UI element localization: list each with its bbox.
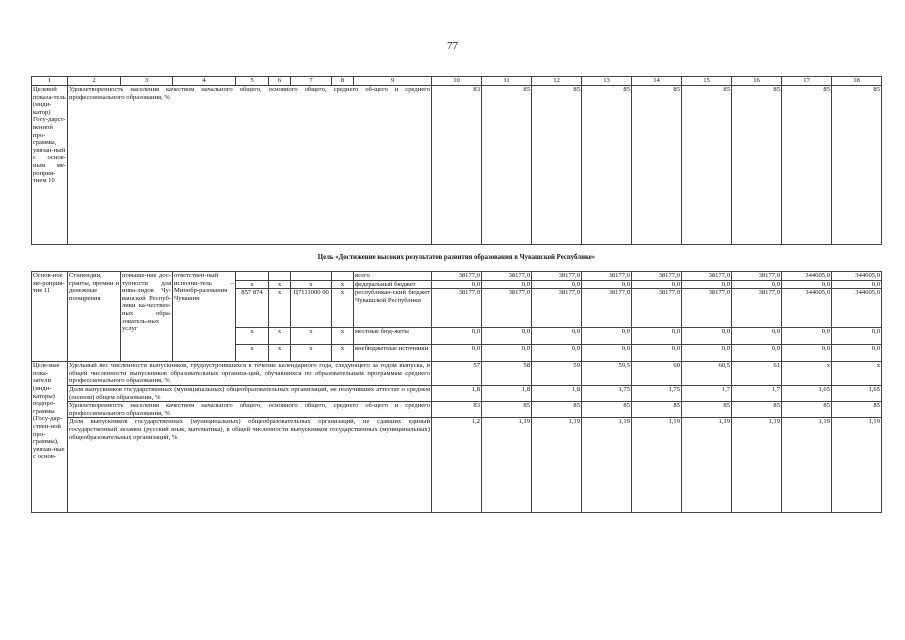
- header-cell: 9: [354, 77, 432, 86]
- value-cell: 1,75: [632, 385, 682, 401]
- value-cell: 1,65: [782, 385, 832, 401]
- value-cell: x: [832, 362, 882, 386]
- code-cell: [236, 272, 269, 281]
- value-cell: 85: [782, 402, 832, 418]
- code-cell: x: [291, 328, 332, 345]
- event-name: Стипендии, гранты, премии и денежные поощрения: [68, 272, 121, 362]
- value-cell: 0,0: [682, 345, 732, 362]
- value-cell: 38177,0: [532, 289, 582, 328]
- value-cell: 0,0: [782, 280, 832, 289]
- indicator-text: Доля выпускников государственных (муниципальных) общеобразовательных организаций, не получивших аттестат о среднем (полном) общем образовании, %: [69, 385, 430, 401]
- value-cell: 0,0: [532, 328, 582, 345]
- value-cell: 0,0: [482, 345, 532, 362]
- value-cell: 85: [832, 86, 882, 245]
- value-cell: 1,65: [832, 385, 882, 401]
- value-cell: 85: [482, 86, 532, 245]
- value-cell: 0,0: [632, 345, 682, 362]
- value-cell: 1,19: [832, 418, 882, 513]
- value-cell: 85: [532, 402, 582, 418]
- value-cell: 1,7: [732, 385, 782, 401]
- event-title: Основ-ное ме-роприя-тие 11: [32, 272, 68, 362]
- value-cell: 85: [482, 402, 532, 418]
- value-cell: 85: [632, 86, 682, 245]
- value-cell: 38177,0: [532, 272, 582, 281]
- value-cell: 59,5: [582, 362, 632, 386]
- table-row: [32, 245, 882, 272]
- value-cell: 344605,0: [782, 289, 832, 328]
- value-cell: 59: [532, 362, 582, 386]
- value-cell: 0,0: [532, 345, 582, 362]
- header-cell: 17: [782, 77, 832, 86]
- value-cell: 344605,0: [782, 272, 832, 281]
- value-cell: 1,7: [682, 385, 732, 401]
- header-cell: 4: [173, 77, 236, 86]
- value-cell: 1,19: [782, 418, 832, 513]
- value-cell: 0,0: [832, 280, 882, 289]
- funding-source: внебюджетные источники: [354, 345, 432, 362]
- value-cell: 344605,0: [832, 289, 882, 328]
- code-cell: [269, 272, 291, 281]
- code-cell: x: [332, 280, 354, 289]
- value-cell: 85: [832, 402, 882, 418]
- code-cell: x: [269, 345, 291, 362]
- value-cell: 0,0: [632, 328, 682, 345]
- value-cell: 0,0: [582, 328, 632, 345]
- table-row: [32, 362, 882, 386]
- code-cell: x: [269, 289, 291, 328]
- funding-source: республикан-ский бюджет Чувашской Республики: [354, 289, 432, 328]
- value-cell: 1,75: [582, 385, 632, 401]
- value-cell: 57: [432, 362, 482, 386]
- value-cell: 0,0: [482, 328, 532, 345]
- header-cell: 2: [68, 77, 121, 86]
- value-cell: 83: [432, 86, 482, 245]
- indicator-text: Удовлетворенность населения качеством начального общего, основного общего, среднего об-щего и среднего профессионального образования, %: [69, 402, 430, 417]
- event-goal: повыше-ние дос-тупности для инва-лидов Чу-вашской Респуб-лики ка-чествен-ных обра-зователь-ных услуг: [121, 272, 173, 362]
- value-cell: 0,0: [432, 345, 482, 362]
- event-executor: ответствен-ный исполни-тель – Минобр-разования Чувашии: [173, 272, 236, 362]
- value-cell: 0,0: [732, 345, 782, 362]
- value-cell: 1,8: [482, 385, 532, 401]
- value-cell: 38177,0: [682, 272, 732, 281]
- indicator-text: Удовлетворенность населения качеством начального общего, основного общего, среднего об-щего и среднего профессионального образования, %: [68, 86, 432, 245]
- code-cell: 857 874: [236, 289, 269, 328]
- table-row: [32, 418, 882, 513]
- value-cell: 0,0: [582, 345, 632, 362]
- value-cell: 85: [682, 86, 732, 245]
- header-cell: 10: [432, 77, 482, 86]
- value-cell: 1,19: [732, 418, 782, 513]
- value-cell: 38177,0: [632, 272, 682, 281]
- value-cell: 0,0: [832, 345, 882, 362]
- header-cell: 8: [332, 77, 354, 86]
- code-cell: [332, 272, 354, 281]
- value-cell: 1,8: [532, 385, 582, 401]
- value-cell: 38177,0: [482, 289, 532, 328]
- value-cell: 0,0: [682, 328, 732, 345]
- value-cell: 0,0: [782, 345, 832, 362]
- value-cell: 1,19: [582, 418, 632, 513]
- value-cell: 0,0: [782, 328, 832, 345]
- value-cell: 38177,0: [732, 272, 782, 281]
- value-cell: 38177,0: [732, 289, 782, 328]
- code-cell: x: [236, 280, 269, 289]
- code-cell: x: [291, 280, 332, 289]
- value-cell: 1,2: [432, 418, 482, 513]
- value-cell: 61: [732, 362, 782, 386]
- program-table: [31, 76, 882, 513]
- code-cell: Ц7111000 00: [291, 289, 332, 328]
- indicator-text: Доля выпускников государственных (муниципальных) общеобразовательных организаций, не сдавших единый государственный экзамен (русский язык, математика), в общей численности выпускников государственных (муниципальных) общеобразовательных организаций, %: [68, 418, 432, 513]
- code-cell: x: [269, 280, 291, 289]
- table-row: [32, 385, 882, 401]
- value-cell: 344605,0: [832, 272, 882, 281]
- value-cell: 38177,0: [432, 272, 482, 281]
- value-cell: 85: [632, 402, 682, 418]
- value-cell: 85: [732, 86, 782, 245]
- table-row: [32, 77, 882, 86]
- value-cell: 38177,0: [582, 289, 632, 328]
- code-cell: x: [332, 345, 354, 362]
- value-cell: 1,19: [682, 418, 732, 513]
- value-cell: 0,0: [732, 328, 782, 345]
- header-cell: 6: [269, 77, 291, 86]
- value-cell: 0,0: [582, 280, 632, 289]
- code-cell: [291, 272, 332, 281]
- value-cell: 38177,0: [582, 272, 632, 281]
- indicator-text: Удельный вес численности выпускников, трудоустроившихся в течение календарного года, следующего за годом выпуска, в общей численности выпускников образовательных организа-ций, обучавшихся по образовательным программам среднего профессионального образования, %: [69, 362, 430, 385]
- header-cell: 3: [121, 77, 173, 86]
- value-cell: 0,0: [432, 328, 482, 345]
- header-cell: 14: [632, 77, 682, 86]
- value-cell: 85: [782, 86, 832, 245]
- header-cell: 13: [582, 77, 632, 86]
- value-cell: 60: [632, 362, 682, 386]
- value-cell: 85: [582, 402, 632, 418]
- funding-source: всего: [354, 272, 432, 281]
- value-cell: 83: [432, 402, 482, 418]
- funding-source: федеральный бюджет: [354, 280, 432, 289]
- value-cell: 0,0: [732, 280, 782, 289]
- code-cell: x: [332, 289, 354, 328]
- value-cell: 0,0: [682, 280, 732, 289]
- header-cell: 15: [682, 77, 732, 86]
- header-cell: 16: [732, 77, 782, 86]
- header-cell: 5: [236, 77, 269, 86]
- header-cell: 1: [32, 77, 68, 86]
- value-cell: 0,0: [532, 280, 582, 289]
- table-row: [32, 272, 882, 281]
- value-cell: 38177,0: [432, 289, 482, 328]
- header-cell: 12: [532, 77, 582, 86]
- indicators-label: Целе-вые пока-затели (инди-каторы) подпро-граммы (Госу-дар-ствен-ной про-граммы), увязан-ные с основ-: [32, 362, 68, 513]
- goal-heading: Цель «Достижение высоких результатов развития образования в Чувашской Республике»: [32, 245, 882, 272]
- value-cell: 0,0: [432, 280, 482, 289]
- row-label: Целевой показа-тель (инди-катор) Госу-дарст-венной про-граммы, увязан-ный с основ-ным ме-роприя-тием 10: [32, 86, 68, 245]
- value-cell: 58: [482, 362, 532, 386]
- page-number: 77: [447, 40, 458, 52]
- header-cell: 11: [482, 77, 532, 86]
- table-row: [32, 402, 882, 418]
- value-cell: 38177,0: [632, 289, 682, 328]
- code-cell: x: [291, 345, 332, 362]
- header-cell: 7: [291, 77, 332, 86]
- funding-source: местные бюд-жеты: [354, 328, 432, 345]
- value-cell: 85: [582, 86, 632, 245]
- value-cell: 60,5: [682, 362, 732, 386]
- code-cell: x: [269, 328, 291, 345]
- value-cell: 38177,0: [482, 272, 532, 281]
- value-cell: 38177,0: [682, 289, 732, 328]
- value-cell: 1,19: [632, 418, 682, 513]
- value-cell: 1,19: [482, 418, 532, 513]
- value-cell: 1,8: [432, 385, 482, 401]
- value-cell: 0,0: [632, 280, 682, 289]
- value-cell: 85: [532, 86, 582, 245]
- header-cell: 18: [832, 77, 882, 86]
- value-cell: 85: [682, 402, 732, 418]
- table-row: [32, 86, 882, 245]
- value-cell: x: [782, 362, 832, 386]
- code-cell: x: [236, 328, 269, 345]
- value-cell: 0,0: [482, 280, 532, 289]
- value-cell: 85: [732, 402, 782, 418]
- value-cell: 0,0: [832, 328, 882, 345]
- code-cell: x: [236, 345, 269, 362]
- value-cell: 1,19: [532, 418, 582, 513]
- code-cell: x: [332, 328, 354, 345]
